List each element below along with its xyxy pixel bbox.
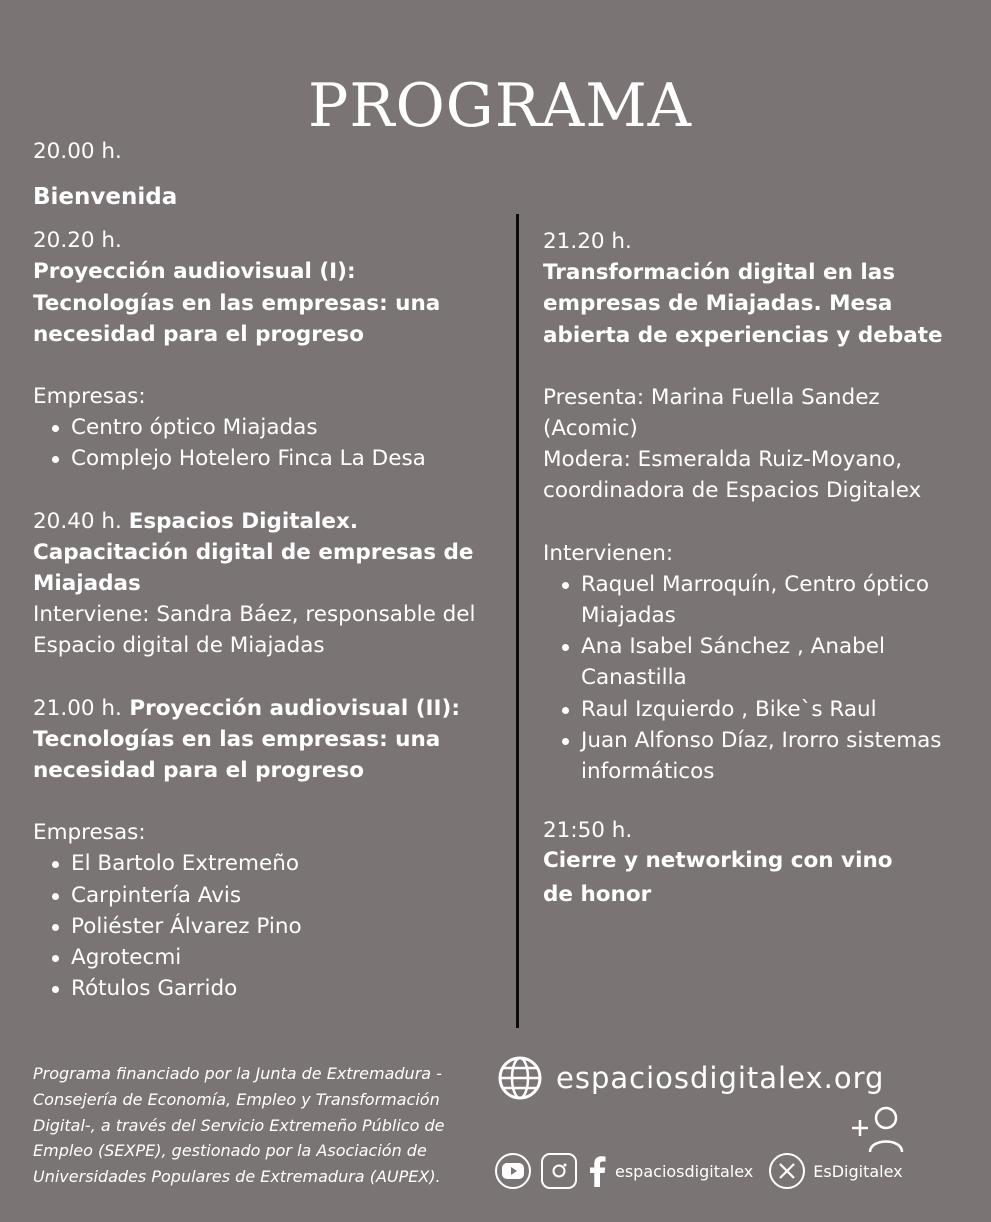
list-item: Poliéster Álvarez Pino	[33, 911, 503, 942]
social-links	[495, 1151, 903, 1191]
companies-label-2: Empresas:	[33, 820, 146, 846]
instagram-icon	[548, 1160, 570, 1182]
session-2-title: Espacios Digitalex. Capacitación digital de empresas de Miajadas	[33, 508, 474, 597]
session-2	[33, 506, 503, 600]
welcome-title: Bienvenida	[33, 184, 178, 211]
instagram-link[interactable]	[541, 1153, 577, 1189]
session-2-speaker: Interviene: Sandra Báez, responsable del Espacio digital de Miajadas	[33, 602, 476, 659]
website-link[interactable]	[498, 1055, 884, 1101]
time-21-20: 21.20 h.	[543, 229, 632, 254]
session-1-title	[33, 256, 503, 350]
closing-title-line2: de honor	[543, 882, 652, 908]
time-20-40: 20.40 h.	[33, 508, 129, 534]
page-title: PROGRAMA	[308, 71, 692, 141]
list-item: Complejo Hotelero Finca La Desa	[33, 443, 503, 474]
time-20-00: 20.00 h.	[33, 139, 122, 164]
x-link[interactable]	[769, 1153, 805, 1189]
list-item: Raquel Marroquín, Centro óptico Miajadas	[543, 569, 963, 631]
session-1-title-line2: Tecnologías en las empresas: una necesidad para el progreso	[33, 290, 441, 347]
companies-list-2	[33, 848, 503, 1004]
speakers-label: Intervienen:	[543, 540, 674, 566]
speakers-list	[543, 569, 963, 787]
funding-note: Programa financiado por la Junta de Extremadura -Consejería de Economía, Empleo y Transformación Digital-, a través del Servicio Extremeño Público de Empleo (SEXPE), gestionado por la Asociación de Universidades Populares de Extremadura (AUPEX).	[33, 1064, 445, 1187]
session-3-title-line2: Tecnologías en las empresas: una necesidad para el progreso	[33, 726, 441, 784]
session-3	[33, 693, 503, 787]
column-divider	[516, 214, 519, 1028]
closing-title-line1: Cierre y networking con vino	[543, 848, 893, 874]
companies-label-1: Empresas:	[33, 384, 146, 410]
session-4-moderator: Modera: Esmeralda Ruiz-Moyano, coordinadora de Espacios Digitalex	[543, 447, 922, 504]
companies-list-1	[33, 412, 503, 474]
list-item: Raul Izquierdo , Bike`s Raul	[543, 694, 963, 725]
program-left-column	[33, 136, 503, 1004]
time-21-00: 21.00 h.	[33, 695, 122, 721]
time-20-20: 20.20 h.	[33, 228, 122, 254]
website-url: espaciosdigitalex.org	[556, 1061, 885, 1095]
list-item: Juan Alfonso Díaz, Irorro sistemas informáticos	[543, 725, 963, 787]
session-4-title: Transformación digital en las empresas de Miajadas. Mesa abierta de experiencias y debate	[543, 260, 943, 348]
x-handle[interactable]: EsDigitalex	[813, 1161, 903, 1181]
list-item: Ana Isabel Sánchez , Anabel Canastilla	[543, 631, 963, 693]
closing-title	[543, 844, 963, 912]
youtube-icon	[502, 1163, 524, 1179]
add-user-icon[interactable]	[848, 1106, 910, 1154]
list-item: Agrotecmi	[33, 942, 503, 973]
session-4-presenter: Presenta: Marina Fuella Sandez (Acomic)	[543, 384, 880, 442]
list-item: Rótulos Garrido	[33, 973, 503, 1004]
program-right-column	[543, 226, 963, 912]
session-1-title-line1: Proyección audiovisual (I):	[33, 259, 356, 285]
time-21-50: 21:50 h.	[543, 818, 633, 844]
x-icon	[778, 1162, 796, 1180]
list-item: Carpintería Avis	[33, 880, 503, 911]
globe-icon	[498, 1056, 542, 1100]
list-item: El Bartolo Extremeño	[33, 848, 503, 879]
facebook-icon[interactable]	[589, 1155, 607, 1187]
social-handle[interactable]: espaciosdigitalex	[615, 1161, 754, 1181]
session-3-title-line1: Proyección audiovisual (II):	[121, 695, 460, 721]
list-item: Centro óptico Miajadas	[33, 412, 503, 443]
youtube-link[interactable]	[495, 1153, 531, 1189]
